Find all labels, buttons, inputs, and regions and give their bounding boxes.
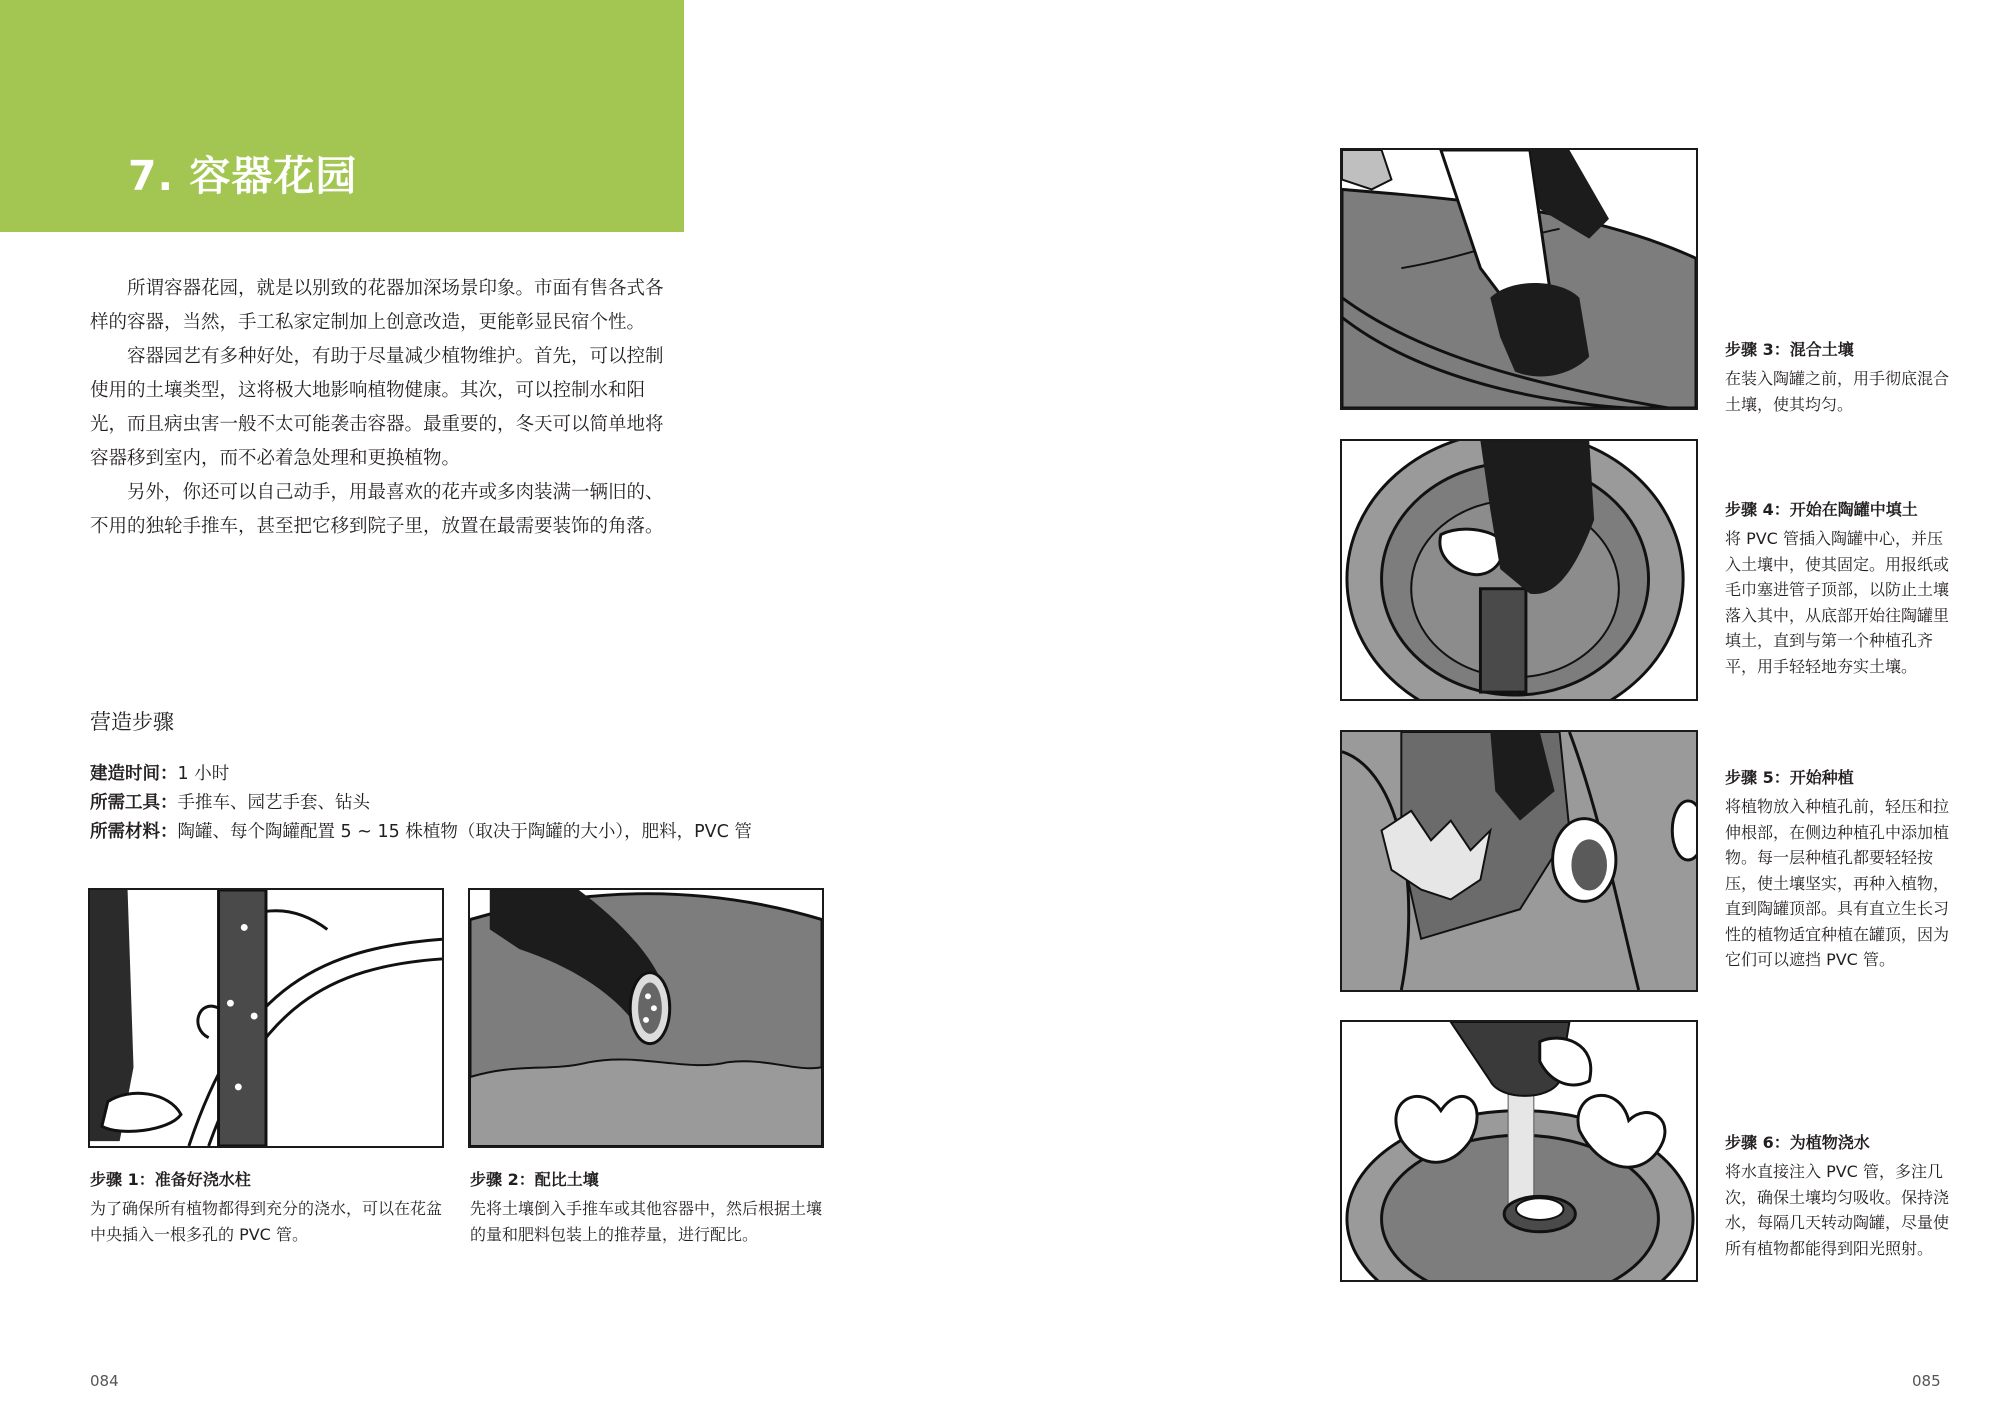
step-2-illustration [468, 888, 824, 1148]
intro-text [90, 272, 666, 544]
step-3-drawing [1342, 150, 1696, 408]
tools-value: 手推车、园艺手套、钻头 [177, 793, 370, 813]
intro-paragraph: 所谓容器花园，就是以别致的花器加深场景印象。市面有售各式各样的容器，当然，手工私家定制加上创意改造，更能彰显民宿个性。 [90, 278, 664, 333]
step-1-text: 为了确保所有植物都得到充分的浇水，可以在花盆中央插入一根多孔的 PVC 管。 [90, 1199, 443, 1244]
materials-value: 陶罐、每个陶罐配置 5 ~ 15 株植物（取决于陶罐的大小），肥料，PVC 管 [177, 822, 752, 842]
step-1-drawing [90, 890, 442, 1146]
step-2-drawing [470, 890, 822, 1146]
step-4-text: 将 PVC 管插入陶罐中心，并压入土壤中，使其固定。用报纸或毛巾塞进管子顶部，以防止土壤落入其中，从底部开始往陶罐里填土，直到与第一个种植孔齐平，用手轻轻地夯实土壤。 [1725, 529, 1950, 676]
step-2-title: 步骤 2：配比土壤 [470, 1170, 599, 1189]
page-title: 7. 容器花园 [128, 152, 358, 200]
page-number-left: 084 [90, 1372, 119, 1390]
build-info [90, 760, 752, 847]
step-3-title: 步骤 3：混合土壤 [1725, 340, 1854, 359]
step-3-illustration [1340, 148, 1698, 410]
step-6-title: 步骤 6：为植物浇水 [1725, 1133, 1870, 1152]
intro-paragraph: 容器园艺有多种好处，有助于尽量减少植物维护。首先，可以控制使用的土壤类型，这将极大地影响植物健康。其次，可以控制水和阳光，而且病虫害一般不太可能袭击容器。最重要的，冬天可以简单地将容器移到室内，而不必着急处理和更换植物。 [90, 346, 664, 469]
step-1-title: 步骤 1：准备好浇水柱 [90, 1170, 251, 1189]
step-2-caption [470, 1167, 828, 1247]
section-title: 营造步骤 [90, 710, 174, 734]
step-6-caption [1725, 1130, 1955, 1261]
step-5-caption [1725, 765, 1955, 973]
step-4-caption [1725, 497, 1955, 679]
step-6-drawing [1342, 1022, 1696, 1280]
tools-row [90, 789, 752, 818]
step-5-illustration [1340, 730, 1698, 992]
step-5-drawing [1342, 732, 1696, 990]
step-5-text: 将植物放入种植孔前，轻压和拉伸根部，在侧边种植孔中添加植物。每一层种植孔都要轻轻按压，使土壤坚实，再种入植物，直到陶罐顶部。具有直立生长习性的植物适宜种植在罐顶，因为它们可以遮挡 PVC 管。 [1725, 797, 1950, 969]
step-5-title: 步骤 5：开始种植 [1725, 768, 1854, 787]
step-4-title: 步骤 4：开始在陶罐中填土 [1725, 500, 1918, 519]
step-1-caption [90, 1167, 448, 1247]
tools-label: 所需工具： [90, 793, 178, 813]
step-1-illustration [88, 888, 444, 1148]
page-number-right: 085 [1912, 1372, 1941, 1390]
step-4-drawing [1342, 441, 1696, 699]
step-3-text: 在装入陶罐之前，用手彻底混合土壤，使其均匀。 [1725, 369, 1950, 414]
build-time-label: 建造时间： [90, 764, 178, 784]
build-time-value: 1 小时 [177, 764, 230, 784]
intro-paragraph: 另外，你还可以自己动手，用最喜欢的花卉或多肉装满一辆旧的、不用的独轮手推车，甚至把它移到院子里，放置在最需要装饰的角落。 [90, 482, 664, 537]
step-4-illustration [1340, 439, 1698, 701]
step-6-illustration [1340, 1020, 1698, 1282]
materials-label: 所需材料： [90, 822, 178, 842]
build-time-row [90, 760, 752, 789]
step-3-caption [1725, 337, 1955, 417]
materials-row [90, 818, 752, 847]
step-6-text: 将水直接注入 PVC 管，多注几次，确保土壤均匀吸收。保持浇水，每隔几天转动陶罐，尽量使所有植物都能得到阳光照射。 [1725, 1162, 1950, 1258]
step-2-text: 先将土壤倒入手推车或其他容器中，然后根据土壤的量和肥料包装上的推荐量，进行配比。 [470, 1199, 823, 1244]
